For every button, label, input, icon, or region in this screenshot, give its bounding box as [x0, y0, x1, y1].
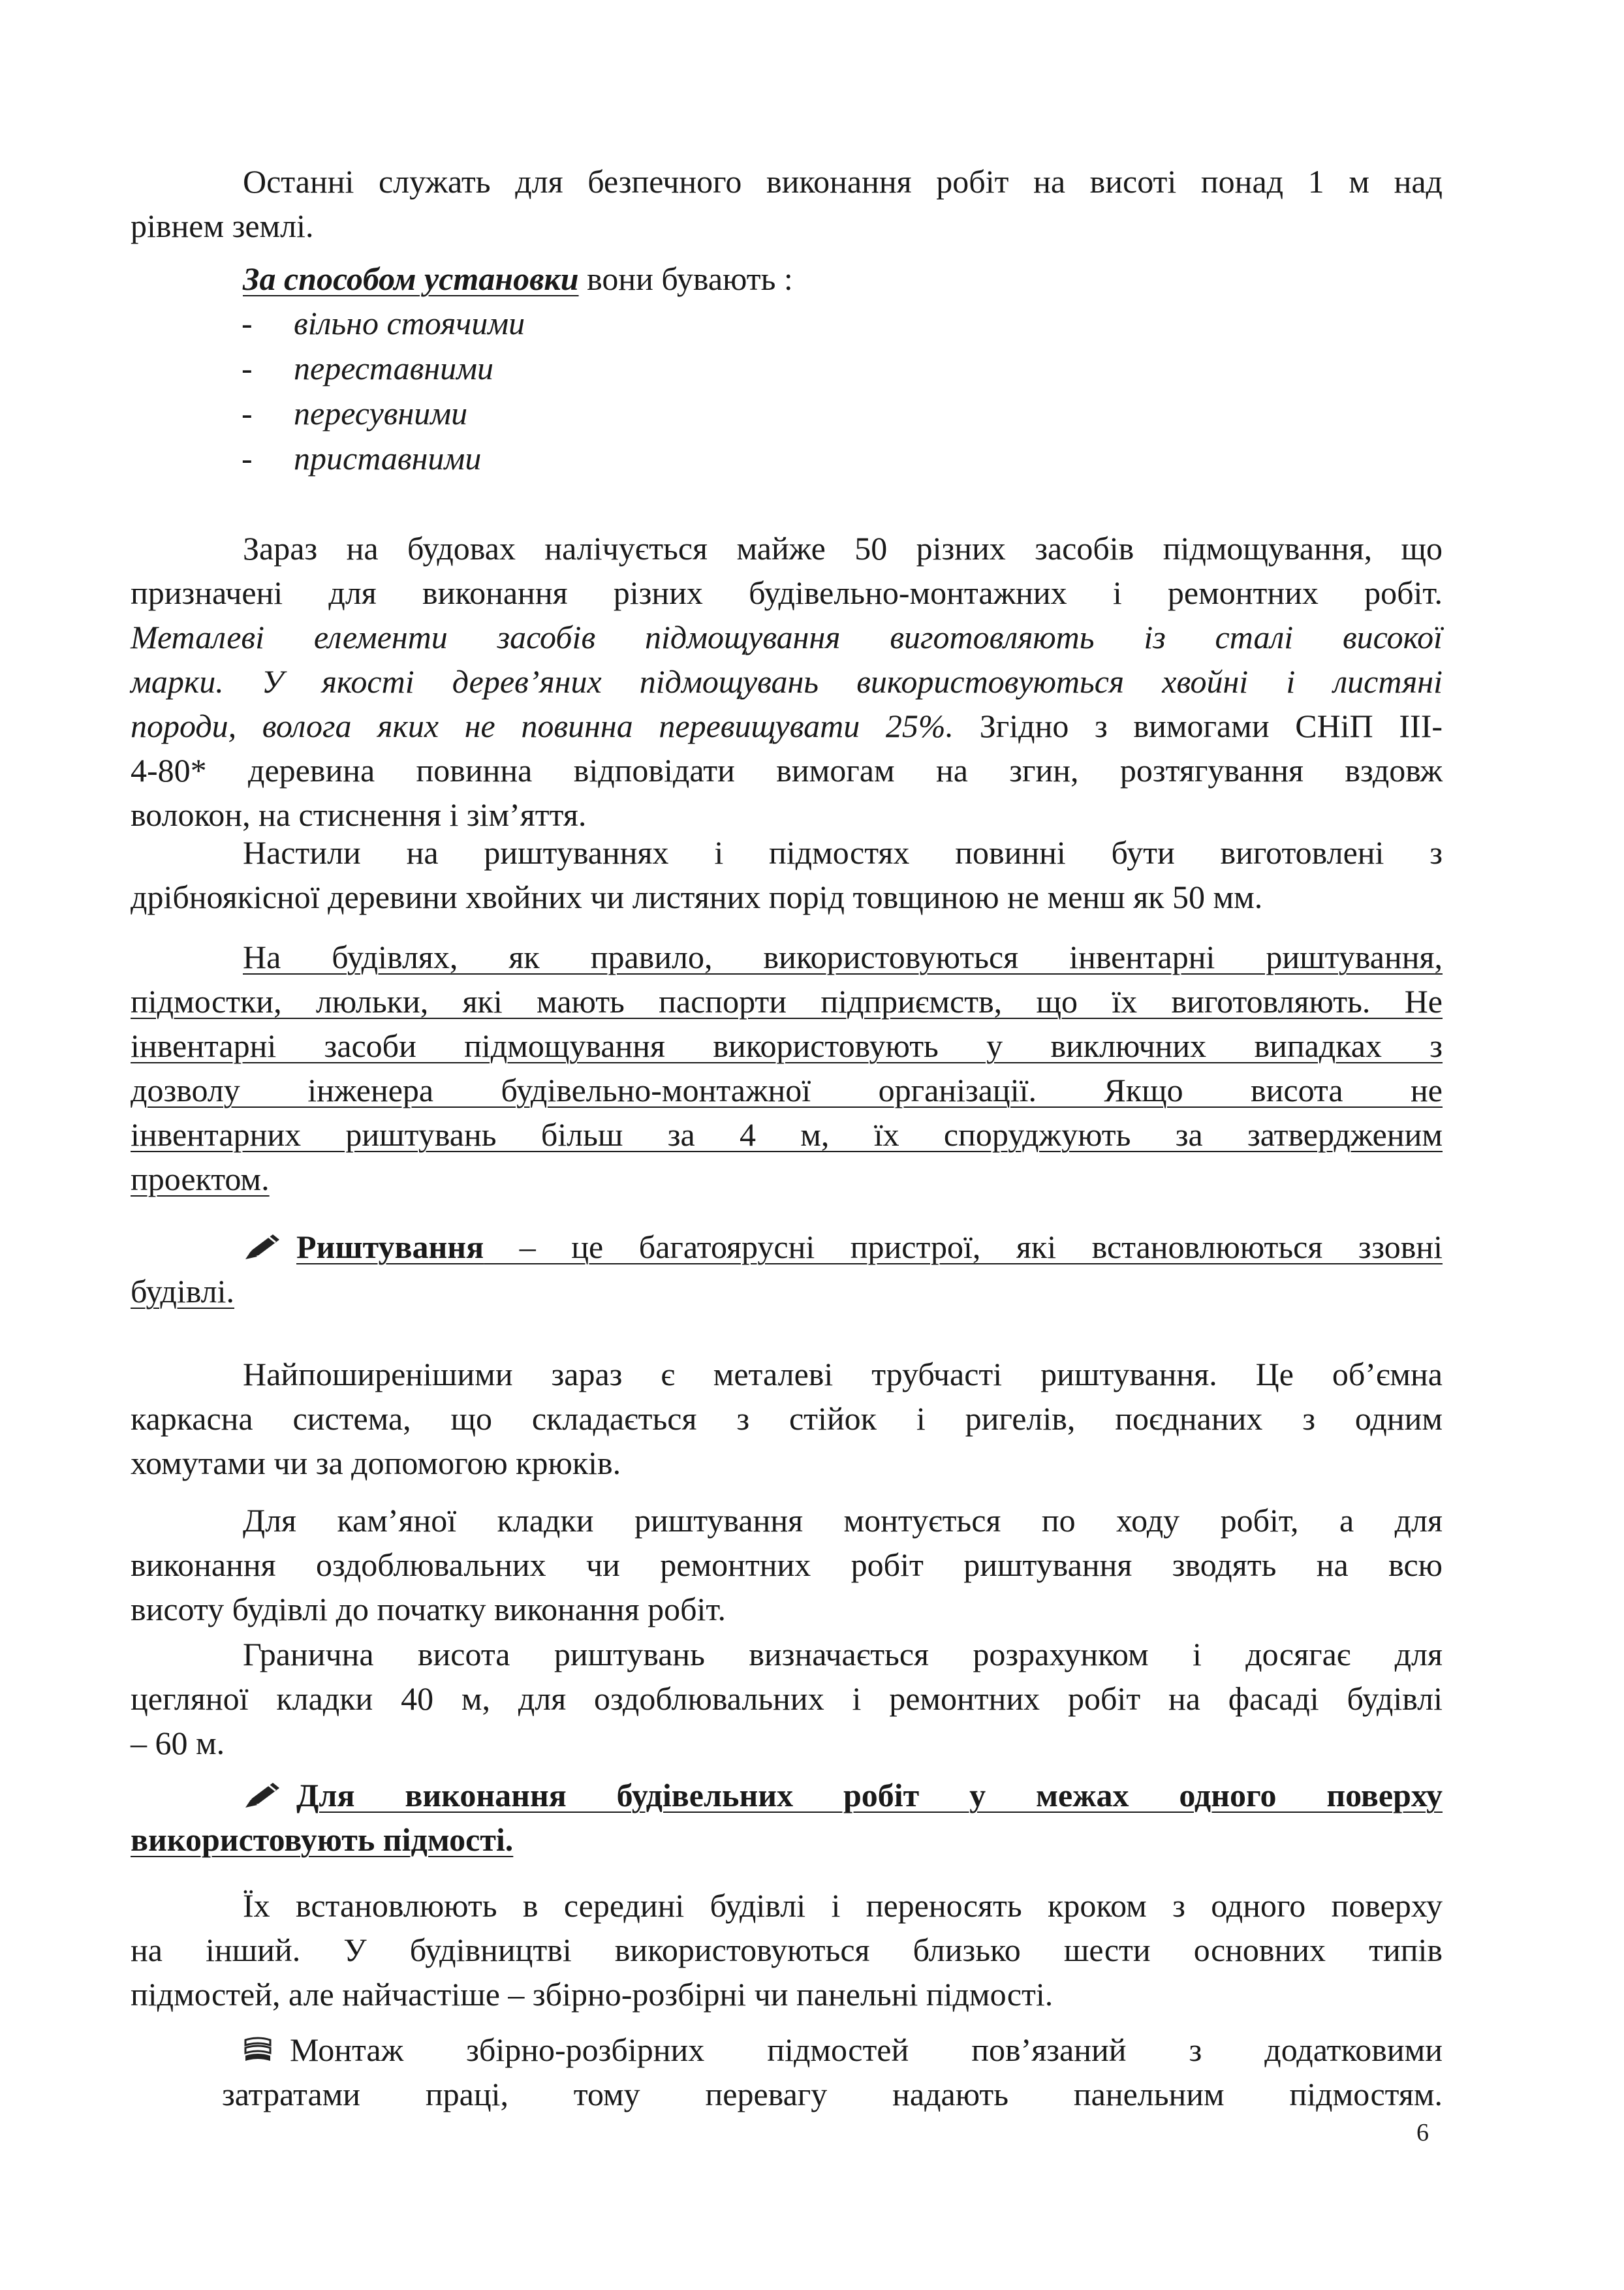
definition-paragraph [131, 1225, 1443, 1313]
masonry-paragraph [131, 1498, 1443, 1631]
height-line: – 60 м. [131, 1725, 225, 1761]
list-item: - переставними [242, 350, 494, 386]
floor-paragraph [131, 1883, 1443, 2016]
floor-line: Їх встановлюють в середині будівлі і переносять кроком з одного поверху [243, 1887, 1443, 1924]
list-item: - приставними [242, 440, 482, 477]
install-heading-term: За способом установки [243, 260, 579, 297]
page-number: 6 [1416, 2119, 1429, 2146]
inventory-line: інвентарних риштувань більш за 4 м, їх споруджують за затвердженим [131, 1116, 1443, 1153]
assembly-line-2: затратами праці, тому перевагу надають панельним підмостям. [222, 2076, 1443, 2112]
install-heading [131, 257, 1443, 301]
install-heading-rest: вони бувають : [578, 260, 793, 297]
assembly-paragraph [131, 2028, 1443, 2116]
height-paragraph [131, 1632, 1443, 1765]
definition-line-1 [131, 1225, 1443, 1269]
tubular-paragraph [131, 1352, 1443, 1485]
masonry-line: виконання оздоблювальних чи ремонтних робіт риштування зводять на всю [131, 1546, 1443, 1583]
means-line: Зараз на будовах налічується майже 50 різних засобів підмощування, що [243, 530, 1443, 567]
inventory-line: На будівлях, як правило, використовуються інвентарні риштування, [243, 939, 1443, 975]
floor-heading-line-1: Для виконання будівельних робіт у межах одного поверху [131, 1773, 1443, 1817]
means-line: 4-80* деревина повинна відповідати вимогам на згин, розтягування вздовж [131, 752, 1443, 789]
intro-line-1: Останні служать для безпечного виконання робіт на висоті понад 1 м над [243, 163, 1443, 200]
means-line: марки. У якості дерев’яних підмощувань використовуються хвойні і листяні [131, 663, 1443, 700]
means-line: призначені для виконання різних будівельно-монтажних і ремонтних робіт. [131, 574, 1443, 611]
books-icon [243, 2036, 273, 2063]
floor-heading-line-2: використовують підмості. [131, 1821, 514, 1858]
means-line: породи, волога яких не повинна перевищувати 25%. Згідно з вимогами СНіП ІІІ- [131, 708, 1443, 744]
tubular-line: Найпоширенішими зараз є металеві трубчасті риштування. Це об’ємна [243, 1356, 1443, 1392]
pencil-icon [243, 1780, 283, 1809]
pencil-icon [243, 1232, 283, 1261]
inventory-line: проектом. [131, 1161, 270, 1197]
height-line: цегляної кладки 40 м, для оздоблювальних і ремонтних робіт на фасаді будівлі [131, 1680, 1443, 1717]
assembly-line-1: Монтаж збірно-розбірних підмостей пов’язаний з додатковими [131, 2028, 1443, 2072]
intro-paragraph [131, 159, 1443, 204]
floor-heading [131, 1773, 1443, 1862]
means-paragraph [131, 526, 1443, 837]
height-line: Гранична висота риштувань визначається розрахунком і досягає для [243, 1636, 1443, 1672]
inventory-line: дозволу інженера будівельно-монтажної організації. Якщо висота не [131, 1072, 1443, 1108]
decking-line: дрібноякісної деревини хвойних чи листяних порід товщиною не менш як 50 мм. [131, 879, 1263, 915]
decking-paragraph [131, 830, 1443, 919]
means-line: волокон, на стиснення і зім’яття. [131, 796, 587, 833]
tubular-line: каркасна система, що складається з стійок і ригелів, поєднаних з одним [131, 1400, 1443, 1437]
list-item: - пересувними [242, 395, 468, 431]
masonry-line: висоту будівлі до початку виконання робіт. [131, 1591, 726, 1627]
inventory-paragraph [131, 935, 1443, 1201]
intro-paragraph-end [131, 204, 1443, 248]
tubular-line: хомутами чи за допомогою крюків. [131, 1445, 621, 1481]
intro-line-2: рівнем землі. [131, 208, 314, 244]
masonry-line: Для кам’яної кладки риштування монтується по ходу робіт, а для [243, 1502, 1443, 1539]
definition-rest: – це багатоярусні пристрої, які встановлюються ззовні [484, 1229, 1443, 1265]
definition-line-2: будівлі. [131, 1273, 235, 1310]
definition-term: Риштування [296, 1229, 484, 1265]
decking-line: Настили на риштуваннях і підмостях повинні бути виготовлені з [243, 834, 1443, 871]
floor-line: підмостей, але найчастіше – збірно-розбірні чи панельні підмості. [131, 1976, 1054, 2013]
means-line: Металеві елементи засобів підмощування виготовляють із сталі високої [131, 619, 1443, 655]
inventory-line: інвентарні засоби підмощування використовують у виключних випадках з [131, 1027, 1443, 1064]
floor-line: на інший. У будівництві використовуються близько шести основних типів [131, 1932, 1443, 1968]
inventory-line: підмостки, люльки, які мають паспорти підприємств, що їх виготовляють. Не [131, 983, 1443, 1020]
list-item: - вільно стоячими [242, 305, 525, 341]
install-list [131, 301, 1044, 481]
